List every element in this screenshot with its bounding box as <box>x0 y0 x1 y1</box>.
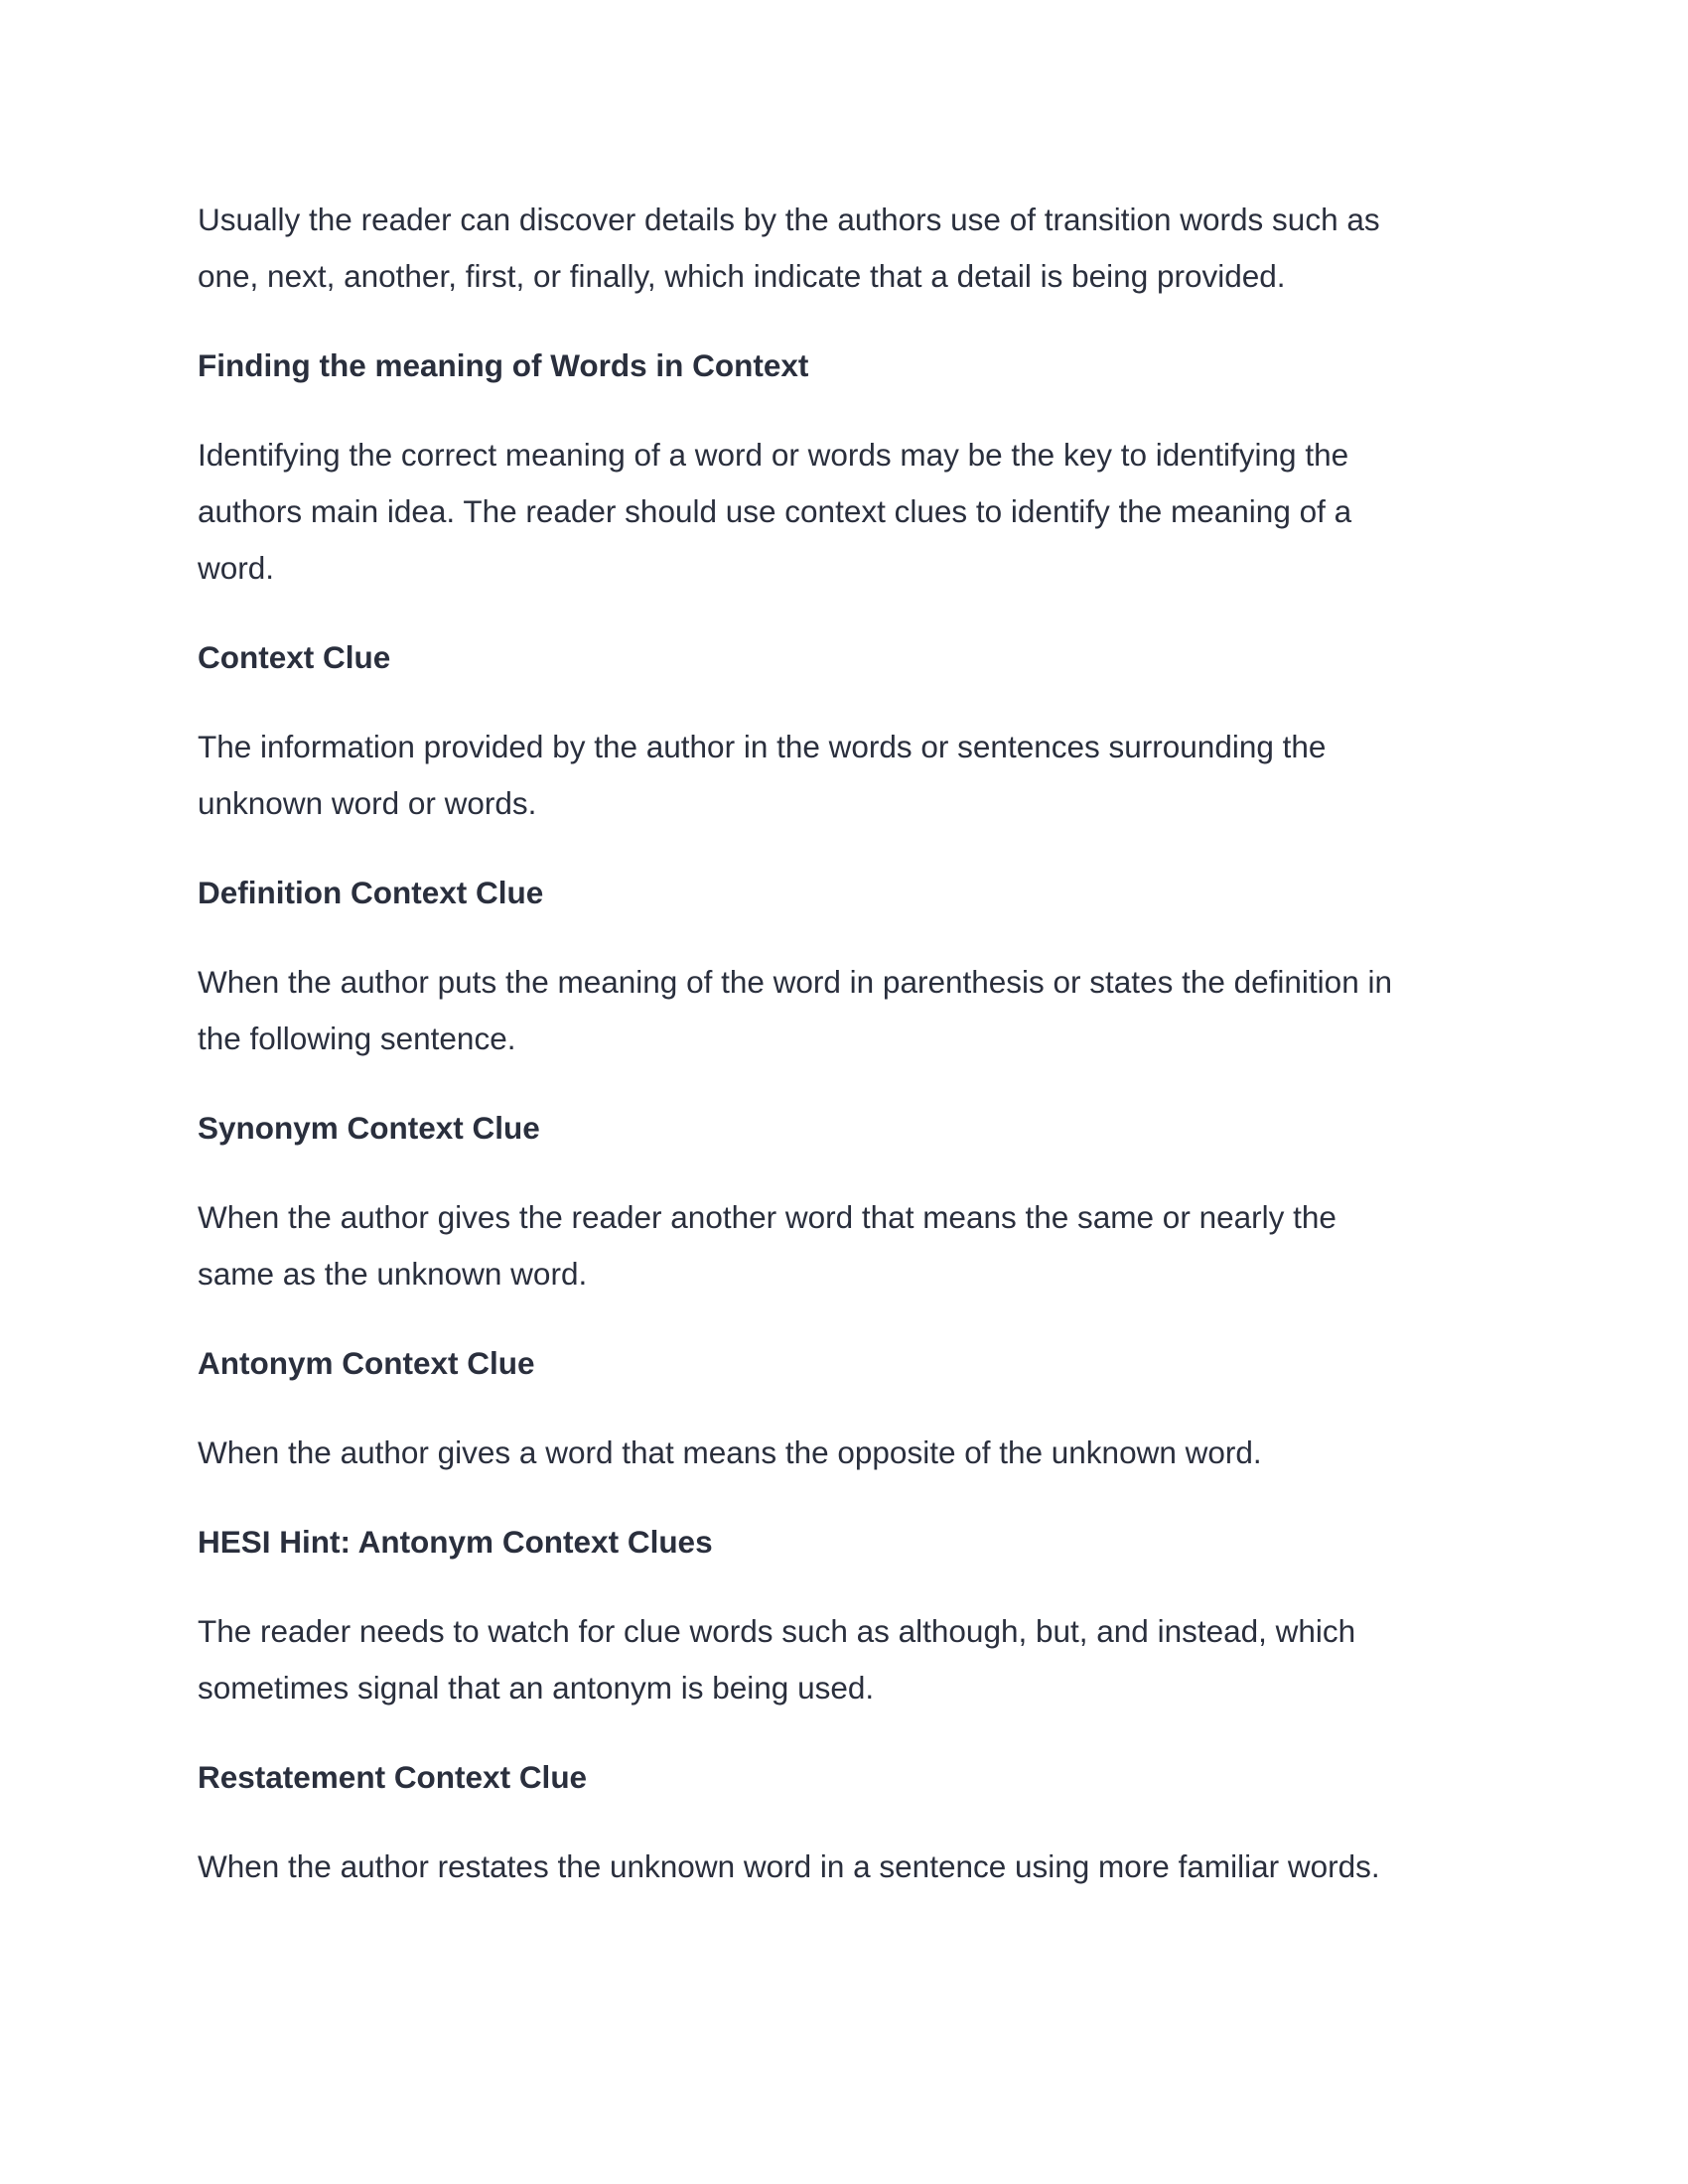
text-line: unknown word or words. <box>198 785 537 821</box>
paragraph-hesi-hint <box>198 1603 1488 1716</box>
heading-definition-context-clue: Definition Context Clue <box>198 875 544 910</box>
text-line: When the author restates the unknown word in a sentence using more familiar words. <box>198 1848 1380 1884</box>
paragraph-antonym-context-clue <box>198 1425 1488 1481</box>
paragraph-details <box>198 192 1488 305</box>
text-line: one, next, another, first, or finally, which indicate that a detail is being provided. <box>198 258 1286 294</box>
paragraph-synonym-context-clue <box>198 1189 1488 1302</box>
text-line: authors main idea. The reader should use context clues to identify the meaning of a <box>198 493 1352 529</box>
paragraph-context-clue <box>198 719 1488 832</box>
document-page <box>198 192 1488 1895</box>
heading-hesi-hint: HESI Hint: Antonym Context Clues <box>198 1524 713 1560</box>
heading-restatement-context-clue: Restatement Context Clue <box>198 1759 588 1795</box>
text-line: the following sentence. <box>198 1021 516 1056</box>
heading-words-in-context: Finding the meaning of Words in Context <box>198 347 809 383</box>
text-line: same as the unknown word. <box>198 1256 588 1292</box>
text-line: word. <box>198 550 275 586</box>
text-line: Usually the reader can discover details by the authors use of transition words such as <box>198 202 1380 237</box>
paragraph-definition-context-clue <box>198 954 1488 1067</box>
heading-context-clue: Context Clue <box>198 639 391 675</box>
paragraph-restatement-context-clue <box>198 1839 1488 1895</box>
text-line: sometimes signal that an antonym is being used. <box>198 1670 875 1706</box>
paragraph-words-in-context <box>198 427 1488 597</box>
text-line: Identifying the correct meaning of a word or words may be the key to identifying the <box>198 437 1349 473</box>
text-line: When the author puts the meaning of the word in parenthesis or states the definition in <box>198 964 1392 1000</box>
heading-antonym-context-clue: Antonym Context Clue <box>198 1345 535 1381</box>
text-line: The information provided by the author in the words or sentences surrounding the <box>198 729 1327 764</box>
text-line: When the author gives a word that means the opposite of the unknown word. <box>198 1434 1262 1470</box>
heading-synonym-context-clue: Synonym Context Clue <box>198 1110 540 1146</box>
text-line: The reader needs to watch for clue words such as although, but, and instead, which <box>198 1613 1356 1649</box>
text-line: When the author gives the reader another word that means the same or nearly the <box>198 1199 1336 1235</box>
